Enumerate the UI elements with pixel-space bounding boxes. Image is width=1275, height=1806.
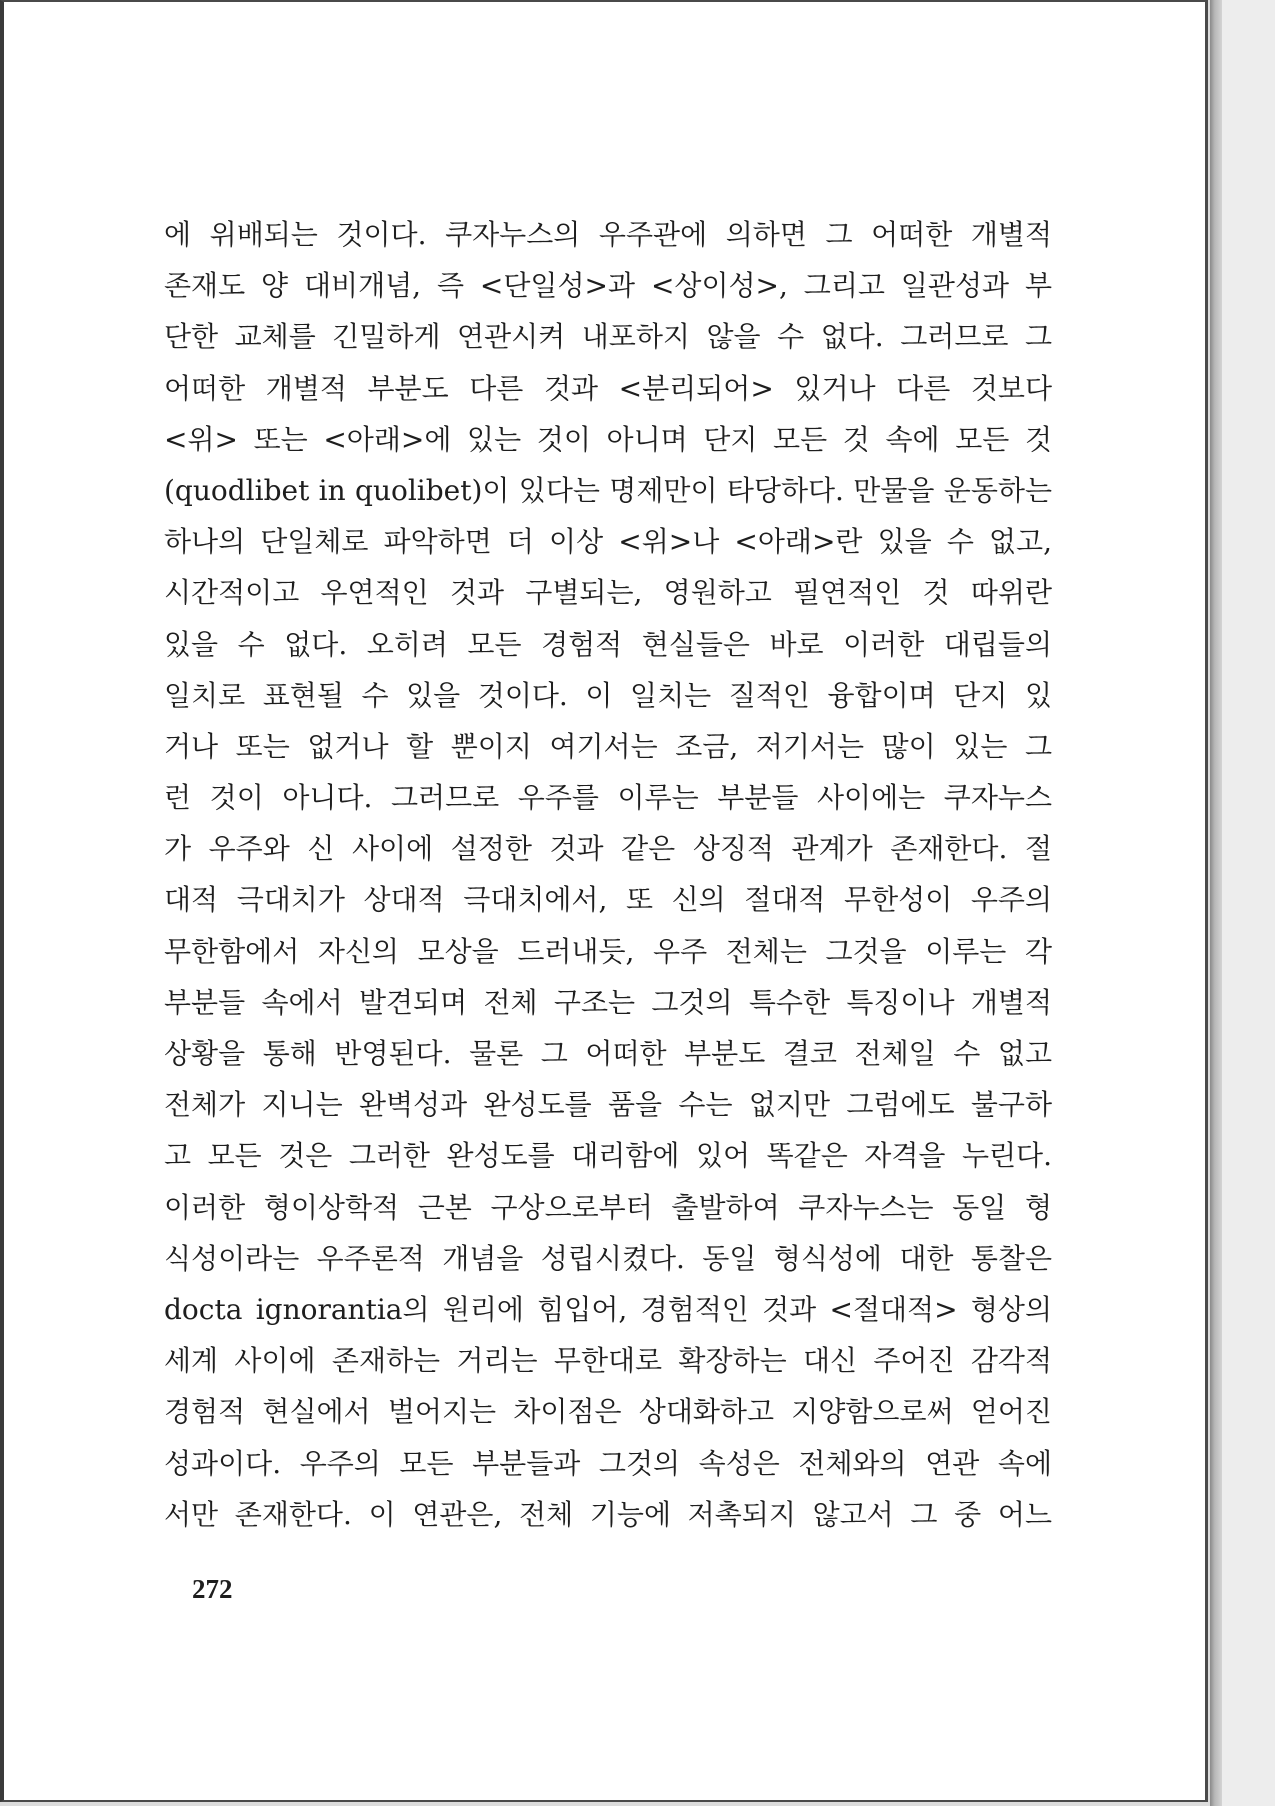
text-line: 부분들 속에서 발견되며 전체 구조는 그것의 특수한 특징이나 개별적 (164, 985, 1052, 1019)
text-line: 거나 또는 없거나 할 뿐이지 여기서는 조금, 저기서는 많이 있는 그 (164, 729, 1052, 763)
text-line: 상황을 통해 반영된다. 물론 그 어떠한 부분도 결코 전체일 수 없고 (164, 1037, 1052, 1070)
text-line: 전체가 지니는 완벽성과 완성도를 품을 수는 없지만 그럼에도 불구하 (164, 1088, 1052, 1122)
body-text (164, 209, 1052, 1540)
text-line: docta ignorantia의 원리에 힘입어, 경험적인 것과 <절대적> 형상의 (164, 1292, 1052, 1326)
page-number: 272 (192, 1574, 233, 1604)
text-line: 가 우주와 신 사이에 설정한 것과 같은 상징적 관계가 존재한다. 절 (164, 832, 1052, 866)
page-background-margin (1222, 0, 1275, 1806)
text-line: 런 것이 아니다. 그러므로 우주를 이루는 부분들 사이에는 쿠자누스 (164, 781, 1052, 815)
text-line: 시간적이고 우연적인 것과 구별되는, 영원하고 필연적인 것 따위란 (164, 576, 1052, 610)
page-edge-shadow (1210, 0, 1222, 1806)
text-line: 일치로 표현될 수 있을 것이다. 이 일치는 질적인 융합이며 단지 있 (164, 678, 1052, 712)
text-line: 서만 존재한다. 이 연관은, 전체 기능에 저촉되지 않고서 그 중 어느 (164, 1497, 1052, 1531)
text-line: 존재도 양 대비개념, 즉 <단일성>과 <상이성>, 그리고 일관성과 부 (164, 269, 1052, 303)
text-line: 식성이라는 우주론적 개념을 성립시켰다. 동일 형식성에 대한 통찰은 (164, 1241, 1052, 1275)
text-line: 단한 교체를 긴밀하게 연관시켜 내포하지 않을 수 없다. 그러므로 그 (164, 320, 1052, 354)
text-line: 세계 사이에 존재하는 거리는 무한대로 확장하는 대신 주어진 감각적 (164, 1344, 1052, 1378)
text-line: 대적 극대치가 상대적 극대치에서, 또 신의 절대적 무한성이 우주의 (164, 883, 1052, 917)
text-line: 있을 수 없다. 오히려 모든 경험적 현실들은 바로 이러한 대립들의 (164, 627, 1052, 661)
text-line: 어떠한 개별적 부분도 다른 것과 <분리되어> 있거나 다른 것보다 (164, 371, 1052, 405)
text-line: 무한함에서 자신의 모상을 드러내듯, 우주 전체는 그것을 이루는 각 (164, 934, 1052, 968)
text-line: 하나의 단일체로 파악하면 더 이상 <위>나 <아래>란 있을 수 없고, (164, 525, 1052, 559)
text-line: 고 모든 것은 그러한 완성도를 대리함에 있어 똑같은 자격을 누린다. (164, 1139, 1052, 1173)
text-line: 이러한 형이상학적 근본 구상으로부터 출발하여 쿠자누스는 동일 형 (164, 1190, 1052, 1224)
text-line: 성과이다. 우주의 모든 부분들과 그것의 속성은 전체와의 연관 속에 (164, 1446, 1052, 1480)
text-line: 경험적 현실에서 벌어지는 차이점은 상대화하고 지양함으로써 얻어진 (164, 1395, 1052, 1429)
text-line: <위> 또는 <아래>에 있는 것이 아니며 단지 모든 것 속에 모든 것 (164, 422, 1052, 456)
text-line: (quodlibet in quolibet)이 있다는 명제만이 타당하다. 만물을 운동하는 (164, 473, 1052, 507)
text-line: 에 위배되는 것이다. 쿠자누스의 우주관에 의하면 그 어떠한 개별적 (164, 218, 1052, 251)
